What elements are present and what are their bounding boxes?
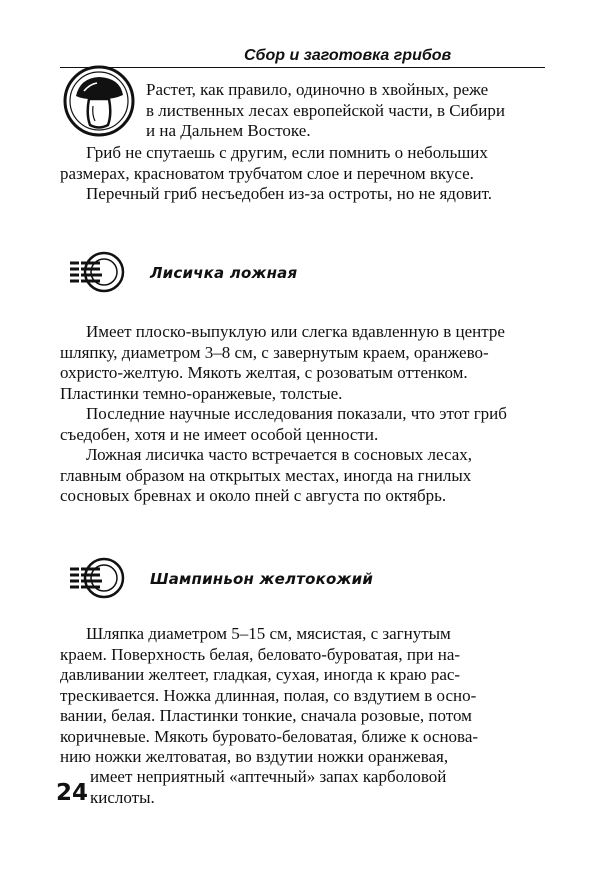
intro-paragraph-1 [146,80,545,142]
text-line: главным образом на открытых местах, иногда на гнилых [60,465,472,485]
text-line: Имеет плоско-выпуклую или слегка вдавленную в центре [86,322,505,341]
text-line: сосновых бревнах и около пней с августа по октябрь. [60,486,447,505]
section-2-paragraph-1-tail [90,767,545,808]
fork-knife-plate-icon [66,250,126,294]
text-line: шляпку, диаметром 3–8 см, с завернутым краем, оранжево- [60,342,489,362]
text-line: и на Дальнем Востоке. [146,121,311,140]
text-line: кислоты. [90,787,155,807]
text-line: размерах, красноватом трубчатом слое и перечном вкусе. [60,163,474,183]
mushroom-icon [62,64,136,138]
section-1-paragraph-3 [60,445,545,507]
text-line: Перечный гриб несъедобен из-за остроты, но не ядовит. [86,184,492,203]
text-line: в лиственных лесах европейской части, в Сибири [146,100,506,120]
text-line: трескивается. Ножка длинная, полая, со вздутием в осно- [60,685,477,705]
text-line: Шляпка диаметром 5–15 см, мясистая, с загнутым [86,624,451,643]
section-title: Шампиньон желтокожий [150,570,374,588]
section-title: Лисичка ложная [150,264,298,282]
intro-paragraph-2 [60,143,545,184]
text-line: давливании желтеет, гладкая, сухая, иногда к краю рас- [60,665,461,684]
section-2-paragraph-1 [60,624,545,768]
text-line: коричневые. Мякоть буровато-беловатая, ближе к основа- [60,726,479,746]
section-1-paragraph-2 [60,404,545,445]
text-line: вании, белая. Пластинки тонкие, сначала розовые, потом [60,706,472,725]
text-line: охристо-желтую. Мякоть желтая, с розоватым оттенком. [60,363,468,382]
text-line: Растет, как правило, одиночно в хвойных, реже [146,80,489,99]
text-line: нию ножки желтоватая, во вздутии ножки оранжевая, [60,747,449,766]
text-line: Гриб не спутаешь с другим, если помнить о небольших [86,143,488,162]
text-line: краем. Поверхность белая, беловато-буроватая, при на- [60,644,461,664]
section-1-paragraph-1 [60,322,545,404]
text-line: Ложная лисичка часто встречается в сосновых лесах, [86,445,473,464]
running-header-title: Сбор и заготовка грибов [244,47,452,64]
text-line: имеет неприятный «аптечный» запах карболовой [90,767,447,786]
page-number: 24 [56,780,89,806]
intro-paragraph-3 [60,184,545,205]
fork-knife-plate-icon [66,556,126,600]
text-line: Последние научные исследования показали, что этот гриб [86,404,507,423]
text-line: съедобен, хотя и не имеет особой ценности. [60,424,379,444]
text-line: Пластинки темно-оранжевые, толстые. [60,383,343,403]
